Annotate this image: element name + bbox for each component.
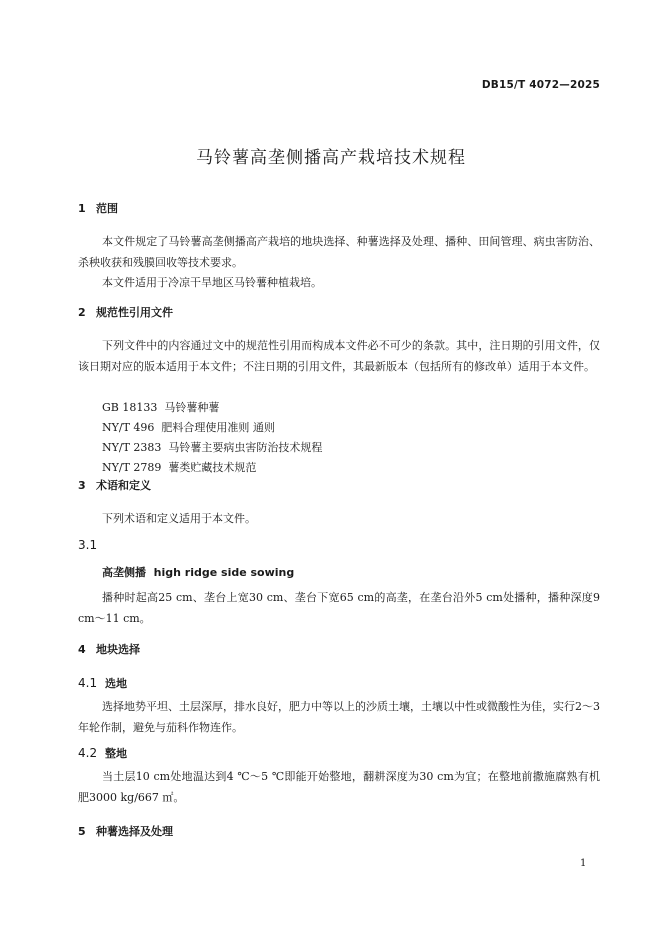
reference-item: NY/T 2789 薯类贮藏技术规范 [102,461,257,474]
section-number: 4 [78,643,86,656]
section-number: 2 [78,306,86,319]
subsection-heading-tillage [78,745,127,761]
paragraph-normative-1: 下列文件中的内容通过文中的规范性引用而构成本文件必不可少的条款。其中，注日期的引用文件，仅该日期对应的版本适用于本文件；不注日期的引用文件，其最新版本（包括所有的修改单）适用于本文件。 [78,339,600,373]
paragraph-tillage: 当土层10 cm处地温达到4 ℃～5 ℃即能开始整地，翻耕深度为30 cm为宜；在整地前撒施腐熟有机肥3000 kg/667 ㎡。 [78,770,600,804]
document-code: DB15/T 4072—2025 [481,79,600,91]
reference-item: GB 18133 马铃薯种薯 [102,401,220,414]
section-title: 范围 [96,202,118,215]
section-heading-normative [78,304,173,320]
subsection-title: 选地 [105,677,127,690]
paragraph-site: 选择地势平坦、土层深厚，排水良好，肥力中等以上的沙质土壤，土壤以中性或微酸性为佳，实行2～3年轮作制，避免与茄科作物连作。 [78,700,600,734]
subsection-number: 4.1 [78,676,98,690]
section-number: 3 [78,479,86,492]
section-heading-plot [78,641,140,657]
paragraph-term-definition: 播种时起高25 cm、垄台上宽30 cm、垄台下宽65 cm的高垄，在垄台沿外5 cm处播种，播种深度9 cm～11 cm。 [78,591,600,625]
paragraph-scope-2: 本文件适用于冷凉干旱地区马铃薯种植栽培。 [102,276,322,289]
subsection-title: 整地 [105,747,127,760]
reference-item: NY/T 496 肥料合理使用准则 通则 [102,421,275,434]
section-heading-terms [78,477,151,493]
term-label: 高垄侧播 high ridge side sowing [102,566,295,579]
section-title: 种薯选择及处理 [96,825,173,838]
paragraph-scope-1: 本文件规定了马铃薯高垄侧播高产栽培的地块选择、种薯选择及处理、播种、田间管理、病虫害防治、杀秧收获和残膜回收等技术要求。 [78,235,600,269]
page-number: 1 [580,858,587,869]
section-heading-seed [78,823,173,839]
section-number: 5 [78,825,86,838]
reference-item: NY/T 2383 马铃薯主要病虫害防治技术规程 [102,441,323,454]
section-title: 术语和定义 [96,479,151,492]
section-title: 规范性引用文件 [96,306,173,319]
section-number: 1 [78,202,86,215]
term-number: 3.1 [78,538,98,552]
page-title: 马铃薯高垄侧播高产栽培技术规程 [196,148,466,168]
subsection-number: 4.2 [78,746,98,760]
subsection-heading-site [78,675,127,691]
paragraph-terms-1: 下列术语和定义适用于本文件。 [102,512,256,525]
section-title: 地块选择 [96,643,140,656]
section-heading-scope [78,200,118,216]
